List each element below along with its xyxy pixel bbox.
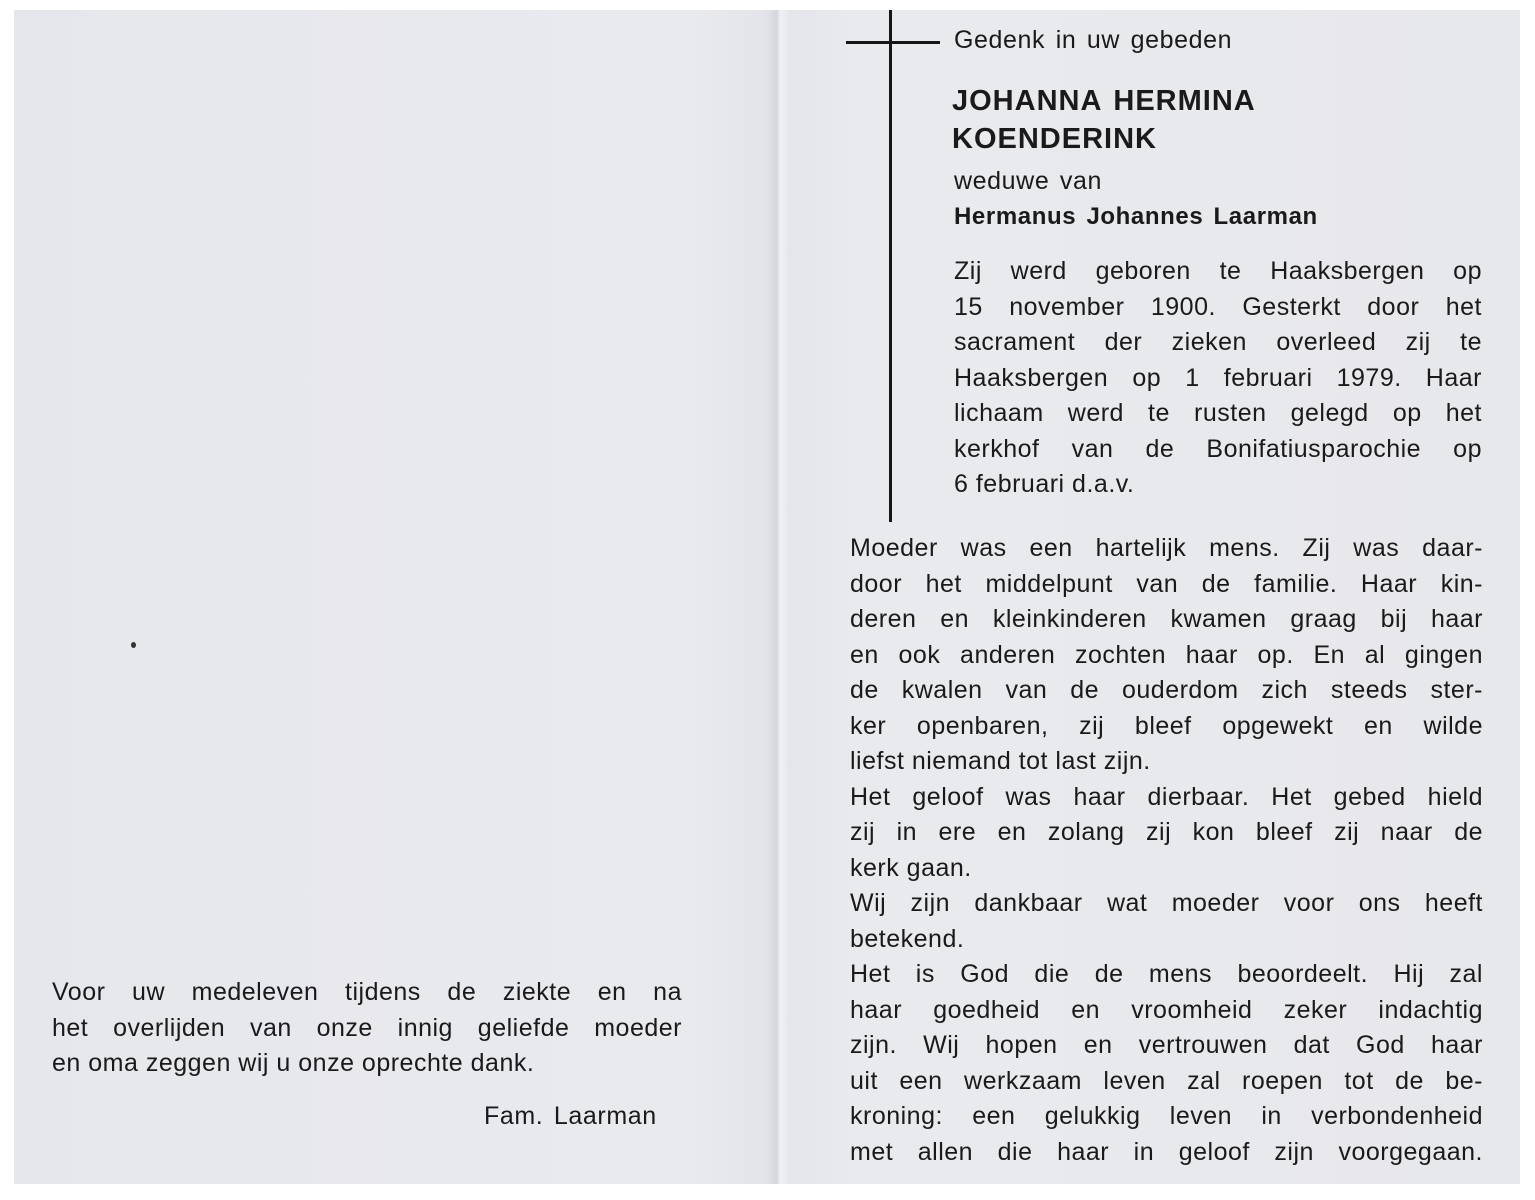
body-line: Het geloof was haar dierbaar. Het gebed hield — [850, 782, 1483, 811]
memorial-card — [14, 10, 1520, 1184]
body-line: kerk gaan. — [850, 853, 972, 882]
bio-line: Zij werd geboren te Haaksbergen op — [954, 257, 1482, 285]
family-signoff: Fam. Laarman — [484, 1102, 657, 1130]
thanks-line: en oma zeggen wij u onze oprechte dank. — [52, 1049, 535, 1077]
body-line: haar goedheid en vroomheid zeker indachtig — [850, 995, 1483, 1024]
husband-name: Hermanus Johannes Laarman — [954, 203, 1318, 230]
widow-of-label: weduwe van — [954, 167, 1102, 195]
body-line: met allen die haar in geloof zijn voorgegaan. — [850, 1137, 1483, 1166]
thanks-line: Voor uw medeleven tijdens de ziekte en na — [52, 978, 682, 1006]
biography-paragraph — [954, 254, 1482, 503]
bio-line: 6 februari d.a.v. — [954, 470, 1135, 498]
body-line: zijn. Wij hopen en vertrouwen dat God haar — [850, 1031, 1483, 1059]
body-line: Het is God die de mens beoordeelt. Hij zal — [850, 960, 1483, 988]
thanks-line: het overlijden van onze innig geliefde moeder — [52, 1013, 682, 1042]
bio-line: kerkhof van de Bonifatiusparochie op — [954, 434, 1482, 463]
bio-line: 15 november 1900. Gesterkt door het — [954, 292, 1482, 321]
header-text: Gedenk in uw gebeden — [954, 26, 1233, 54]
body-line: de kwalen van de ouderdom zich steeds ster- — [850, 676, 1483, 704]
thanks-paragraph — [52, 975, 682, 1082]
deceased-name: JOHANNA HERMINA KOENDERINK — [952, 85, 1255, 155]
remembrance-text — [850, 531, 1483, 1170]
bio-line: sacrament der zieken overleed zij te — [954, 328, 1482, 356]
cross-icon-horizontal — [846, 41, 940, 44]
bio-line: Haaksbergen op 1 februari 1979. Haar — [954, 363, 1482, 392]
cross-icon-vertical — [889, 10, 892, 522]
body-line: deren en kleinkinderen kwamen graag bij haar — [850, 605, 1483, 633]
paper-speck — [131, 642, 136, 648]
body-line: kroning: een gelukkig leven in verbondenheid — [850, 1102, 1483, 1130]
body-line: Moeder was een hartelijk mens. Zij was daar- — [850, 534, 1483, 562]
card-fold — [766, 10, 790, 1184]
body-line: Wij zijn dankbaar wat moeder voor ons heeft — [850, 889, 1483, 917]
body-line: uit een werkzaam leven zal roepen tot de be- — [850, 1066, 1483, 1095]
body-line: ker openbaren, zij bleef opgewekt en wilde — [850, 711, 1483, 740]
body-line: liefst niemand tot last zijn. — [850, 747, 1151, 775]
body-line: zij in ere en zolang zij kon bleef zij naar de — [850, 818, 1483, 846]
bio-line: lichaam werd te rusten gelegd op het — [954, 399, 1482, 427]
body-line: door het middelpunt van de familie. Haar kin- — [850, 569, 1483, 598]
body-line: en ook anderen zochten haar op. En al gingen — [850, 640, 1483, 669]
body-line: betekend. — [850, 924, 965, 953]
